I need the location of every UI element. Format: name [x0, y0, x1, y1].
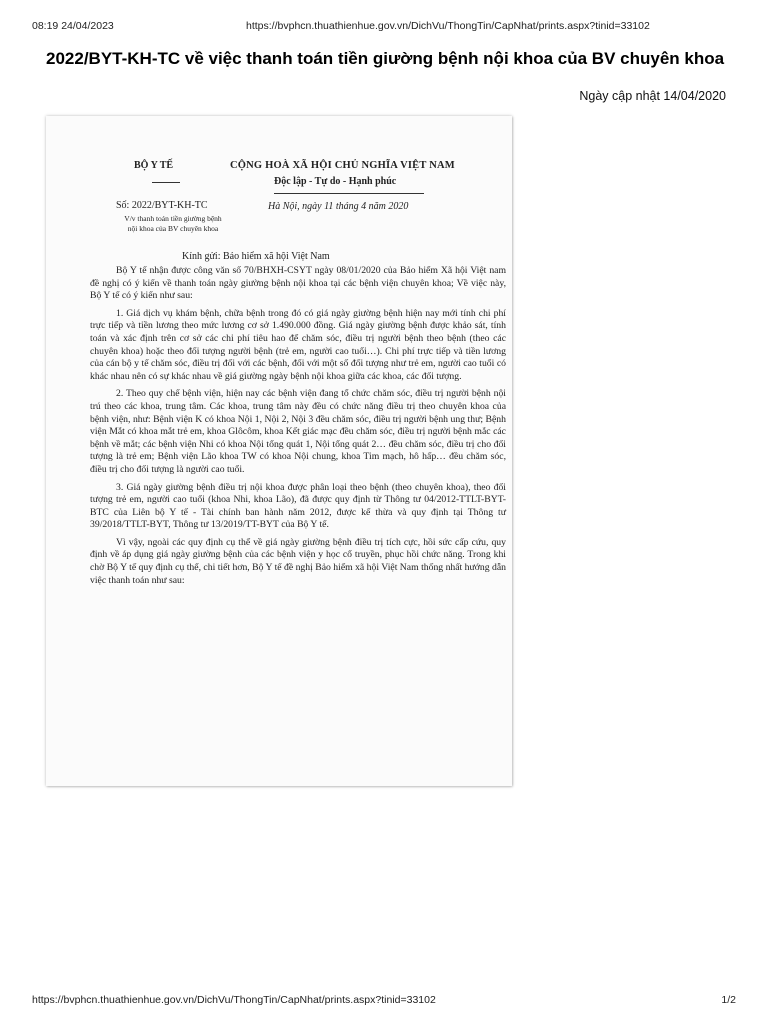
place-and-date: Hà Nội, ngày 11 tháng 4 năm 2020: [268, 201, 409, 212]
agency-underline: [152, 182, 180, 183]
print-header: [0, 0, 768, 32]
issuing-agency: BỘ Y TẾ: [134, 160, 174, 171]
scanned-document-image: [46, 116, 512, 786]
update-date: Ngày cập nhật 14/04/2020: [579, 89, 726, 103]
document-number: Số: 2022/BYT-KH-TC: [116, 200, 208, 211]
motto-underline: [274, 193, 424, 194]
body-paragraph: 2. Theo quy chế bệnh viện, hiện nay các bệnh viện đang tổ chức chăm sóc, điều trị người bệnh nội trú theo các khoa, trung tâm. Các khoa, trung tâm này đều có chức năng điều trị theo chuyên khoa của bệnh viện, như: Bệnh viện K có khoa Nội 1, Nội 2, Nội 3 đều chăm sóc, điều trị người bệnh ung thư; Bệnh viện Mắt có khoa mắt trẻ em, khoa Glôcôm, khoa Kết giác mạc đều chăm sóc, điều trị người bệnh mắc các bệnh về mắt; các bệnh viện Nhi có khoa Nội tổng quát 1, Nội tổng quát 2… đều chăm sóc, điều trị cho đối tượng là trẻ em; Bệnh viện Lão khoa TW có khoa Nội chung, khoa Tim mạch, hô hấp… đều chăm sóc, điều trị cho đối tượng là người cao tuổi.: [90, 388, 506, 475]
letter-body: [90, 265, 506, 592]
page-number: 1/2: [721, 994, 736, 1006]
page-title: 2022/BYT-KH-TC về việc thanh toán tiền giường bệnh nội khoa của BV chuyên khoa: [46, 49, 725, 68]
subject-line-2: nội khoa của BV chuyên khoa: [127, 224, 219, 233]
print-footer: [0, 994, 768, 1012]
document-subject: [106, 214, 240, 234]
national-motto: Độc lập - Tự do - Hạnh phúc: [274, 176, 397, 187]
footer-url: https://bvphcn.thuathienhue.gov.vn/DichVu/ThongTin/CapNhat/prints.aspx?tinid=33102: [32, 994, 436, 1006]
print-url: https://bvphcn.thuathienhue.gov.vn/DichVu/ThongTin/CapNhat/prints.aspx?tinid=33102: [246, 20, 650, 32]
print-datetime: 08:19 24/04/2023: [32, 20, 114, 32]
body-paragraph: Vì vậy, ngoài các quy định cụ thể về giá ngày giường bệnh điều trị tích cực, hồi sức cấp cứu, quy định về áp dụng giá ngày giường bệnh của các bệnh viện y học cổ truyền, phục hồi chức năng. Trong khi chờ Bộ Y tế quy định cụ thể, chi tiết hơn, Bộ Y tế đề nghị Bảo hiểm xã hội Việt Nam thống nhất hướng dẫn việc thanh toán như sau:: [90, 536, 506, 586]
subject-line-1: V/v thanh toán tiền giường bệnh: [124, 214, 222, 223]
body-paragraph: 1. Giá dịch vụ khám bệnh, chữa bệnh trong đó có giá ngày giường bệnh hiện nay mới tính chi phí trực tiếp và tiền lương theo mức lương cơ sở 1.490.000 đồng. Giá ngày giường bệnh được khảo sát, tính toán và xác định trên cơ sở các chi phí tiêu hao để chăm sóc, điều trị người bệnh theo bệnh (theo các chuyên khoa) hoặc theo đối tượng người bệnh (trẻ em, người cao tuổi…). Chi phí trực tiếp và tiền lương của cán bộ y tế chăm sóc, điều trị đối với các bệnh, đối với một số đối tượng như trẻ em, người cao tuổi có khác nhau nên có sự khác nhau về giá giường ngày bệnh nội khoa giữa các khoa, các đối tượng.: [90, 307, 506, 382]
national-title: CỘNG HOÀ XÃ HỘI CHỦ NGHĨA VIỆT NAM: [230, 160, 455, 171]
recipient: Kính gửi: Bảo hiểm xã hội Việt Nam: [182, 251, 330, 262]
scanned-letter: [46, 116, 512, 786]
body-paragraph: Bộ Y tế nhận được công văn số 70/BHXH-CSYT ngày 08/01/2020 của Bảo hiểm Xã hội Việt nam đề nghị có ý kiến về thanh toán ngày giường bệnh nội khoa tại các bệnh viện chuyên khoa; Về việc này, Bộ Y tế có ý kiến như sau:: [90, 265, 506, 302]
body-paragraph: 3. Giá ngày giường bệnh điều trị nội khoa được phân loại theo bệnh (theo chuyên khoa), theo đối tượng trẻ em, người cao tuổi (khoa Nhi, khoa Lão), đã được quy định từ Thông tư 04/2012-TTLT-BYT-BTC của Liên bộ Y tế - Tài chính ban hành năm 2012, được kế thừa và quy định tại Thông tư 39/2018/TTLT-BYT, Thông tư 13/2019/TT-BYT của Bộ Y tế.: [90, 481, 506, 531]
